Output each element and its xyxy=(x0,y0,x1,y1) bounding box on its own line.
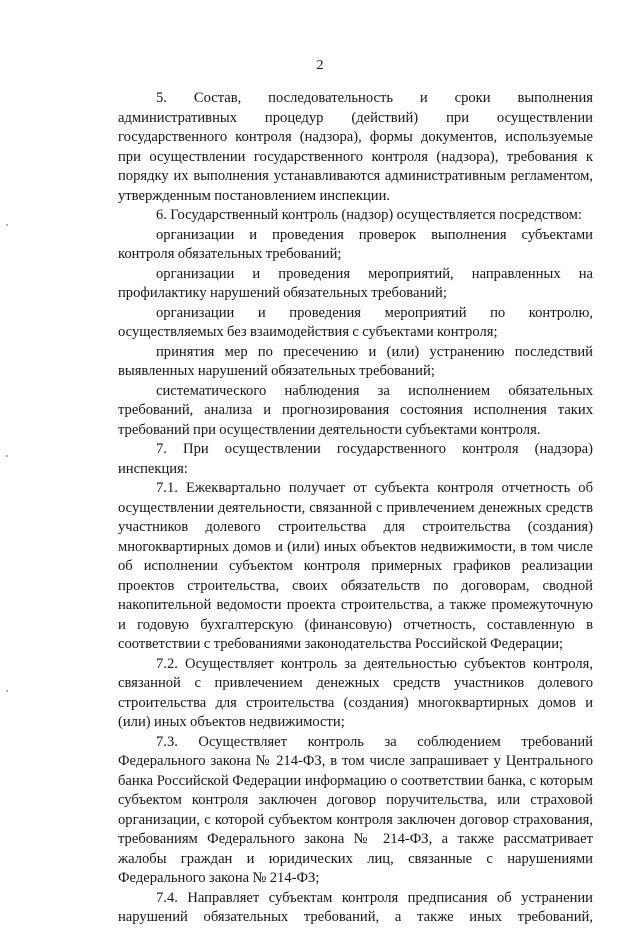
scan-margin-mark xyxy=(6,690,8,692)
paragraph-5-admin-procedures: 5. Состав, последовательность и сроки выполнения административных процедур (действий) при осуществлении государственного контроля (надзора), формы документов, используемые при осуществлении государственного контроля (надзора), требования к порядку их выполнения устанавливаются административным регламентом, утвержденным постановлением инспекции. xyxy=(118,90,593,204)
paragraph-7-3-law-compliance: 7.3. Осуществляет контроль за соблюдением требований Федерального закона № 214-ФЗ, в том числе запрашивает у Центрального банка Российской Федерации информацию о соответствии банка, с которым субъектом контроля заключен договор поручительства, или страховой организации, с которой субъектом контроля заключен договор страхования, требованиям Федерального закона № 214-ФЗ, а также рассматривает жалобы граждан и юридических лиц, связанные с нарушениями Федерального закона № 214-ФЗ; xyxy=(118,733,593,886)
list-item-remote-control: организации и проведения мероприятий по контролю, осуществляемых без взаимодействия с субъектами контроля; xyxy=(118,304,593,340)
document-body xyxy=(118,89,593,928)
list-item-suppression: принятия мер по пресечению и (или) устранению последствий выявленных нарушений обязательных требований; xyxy=(118,343,593,379)
paragraph-6-control-means: 6. Государственный контроль (надзор) осуществляется посредством: xyxy=(156,207,582,223)
paragraph-7-1-quarterly-reporting: 7.1. Ежеквартально получает от субъекта контроля отчетность об осуществлении деятельности, связанной с привлечением денежных средств участников долевого строительства для строительства (создания) многоквартирных домов и (или) иных объектов недвижимости, в том числе об исполнении субъектом контроля примерных графиков реализации проектов строительства, своих обязательств по договорам, сводной накопительной ведомости проекта строительства, а также промежуточную и годовую бухгалтерскую (финансовую) отчетность, составленную в соответствии с требованиями законодательства Российской Федерации; xyxy=(118,480,593,652)
list-item-inspections: организации и проведения проверок выполнения субъектами контроля обязательных требований; xyxy=(118,226,593,262)
paragraph-7-inspection-duties: 7. При осуществлении государственного контроля (надзора) инспекция: xyxy=(118,441,593,477)
scan-margin-mark xyxy=(6,455,8,457)
list-item-observation: систематического наблюдения за исполнением обязательных требований, анализа и прогнозирования состояния исполнения таких требований при осуществлении деятельности субъектами контроля. xyxy=(118,382,593,438)
page-number: 2 xyxy=(316,58,324,73)
scan-margin-mark xyxy=(6,224,8,226)
paragraph-7-4-orders: 7.4. Направляет субъектам контроля предписания об устранении нарушений обязательных требований, а также иных требований, xyxy=(118,889,593,925)
paragraph-7-2-activity-control: 7.2. Осуществляет контроль за деятельностью субъектов контроля, связанной с привлечением денежных средств участников долевого строительства для строительства (создания) многоквартирных домов и (или) иных объектов недвижимости; xyxy=(118,655,593,730)
list-item-prevention: организации и проведения мероприятий, направленных на профилактику нарушений обязательных требований; xyxy=(118,265,593,301)
